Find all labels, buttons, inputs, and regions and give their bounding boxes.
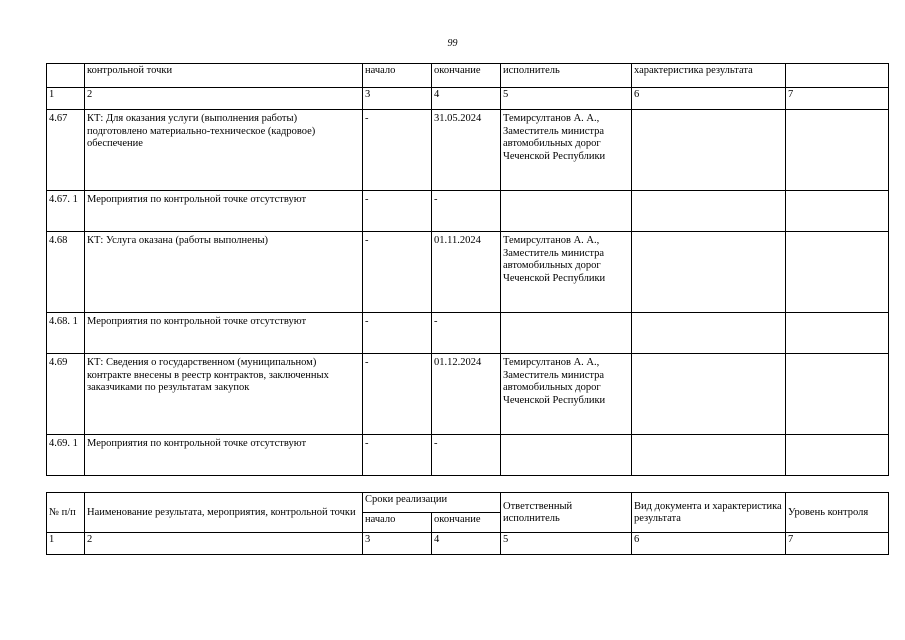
row-name: Мероприятия по контрольной точке отсутствуют bbox=[85, 191, 363, 232]
table-row bbox=[47, 435, 889, 476]
header-executor: Ответственный исполнитель bbox=[501, 493, 632, 533]
row-executor: Темирсултанов А. А., Заместитель министра автомобильных дорог Чеченской Республики bbox=[501, 110, 632, 191]
column-number: 6 bbox=[632, 88, 786, 110]
header-cell: контрольной точки bbox=[85, 64, 363, 88]
column-number: 5 bbox=[501, 533, 632, 555]
row-document bbox=[632, 232, 786, 313]
table-row bbox=[47, 313, 889, 354]
row-executor: Темирсултанов А. А., Заместитель министра автомобильных дорог Чеченской Республики bbox=[501, 232, 632, 313]
row-document bbox=[632, 110, 786, 191]
header-end: окончание bbox=[432, 513, 501, 533]
header-cell: характеристика результата bbox=[632, 64, 786, 88]
row-level bbox=[786, 435, 889, 476]
column-number-row bbox=[47, 88, 889, 110]
row-end: 31.05.2024 bbox=[432, 110, 501, 191]
row-number: 4.69. 1 bbox=[47, 435, 85, 476]
row-level bbox=[786, 191, 889, 232]
continued-header-row bbox=[47, 64, 889, 88]
row-start: - bbox=[363, 435, 432, 476]
header-cell bbox=[786, 64, 889, 88]
header-start: начало bbox=[363, 513, 432, 533]
row-number: 4.67. 1 bbox=[47, 191, 85, 232]
header-number: № п/п bbox=[47, 493, 85, 533]
row-level bbox=[786, 313, 889, 354]
row-executor bbox=[501, 313, 632, 354]
header-level: Уровень контроля bbox=[786, 493, 889, 533]
header-name: Наименование результата, мероприятия, контрольной точки bbox=[85, 493, 363, 533]
row-start: - bbox=[363, 313, 432, 354]
column-number: 7 bbox=[786, 533, 889, 555]
row-number: 4.68 bbox=[47, 232, 85, 313]
row-executor: Темирсултанов А. А., Заместитель министра автомобильных дорог Чеченской Республики bbox=[501, 354, 632, 435]
header-cell bbox=[47, 64, 85, 88]
column-number: 2 bbox=[85, 533, 363, 555]
table-header-repeat bbox=[46, 492, 889, 555]
column-number: 6 bbox=[632, 533, 786, 555]
row-end: - bbox=[432, 191, 501, 232]
column-number: 3 bbox=[363, 88, 432, 110]
row-start: - bbox=[363, 110, 432, 191]
table-row bbox=[47, 232, 889, 313]
page-number: 99 bbox=[447, 38, 458, 49]
column-number: 5 bbox=[501, 88, 632, 110]
row-level bbox=[786, 110, 889, 191]
table-row bbox=[47, 191, 889, 232]
header-cell: исполнитель bbox=[501, 64, 632, 88]
row-document bbox=[632, 435, 786, 476]
row-end: 01.11.2024 bbox=[432, 232, 501, 313]
row-level bbox=[786, 354, 889, 435]
row-end: 01.12.2024 bbox=[432, 354, 501, 435]
header-document: Вид документа и характеристика результата bbox=[632, 493, 786, 533]
row-name: КТ: Для оказания услуги (выполнения работы) подготовлено материально-техническое (кадровое) обеспечение bbox=[85, 110, 363, 191]
table-row bbox=[47, 354, 889, 435]
header-terms: Сроки реализации bbox=[363, 493, 501, 513]
row-end: - bbox=[432, 435, 501, 476]
column-number: 4 bbox=[432, 533, 501, 555]
row-start: - bbox=[363, 354, 432, 435]
row-number: 4.67 bbox=[47, 110, 85, 191]
column-number: 7 bbox=[786, 88, 889, 110]
row-name: КТ: Услуга оказана (работы выполнены) bbox=[85, 232, 363, 313]
column-number: 2 bbox=[85, 88, 363, 110]
row-end: - bbox=[432, 313, 501, 354]
column-number: 1 bbox=[47, 533, 85, 555]
row-start: - bbox=[363, 232, 432, 313]
row-executor bbox=[501, 435, 632, 476]
row-start: - bbox=[363, 191, 432, 232]
row-document bbox=[632, 313, 786, 354]
row-document bbox=[632, 191, 786, 232]
row-executor bbox=[501, 191, 632, 232]
table-row bbox=[47, 110, 889, 191]
control-points-table bbox=[46, 63, 889, 476]
row-number: 4.69 bbox=[47, 354, 85, 435]
header-cell: начало bbox=[363, 64, 432, 88]
column-number: 1 bbox=[47, 88, 85, 110]
column-number: 4 bbox=[432, 88, 501, 110]
row-document bbox=[632, 354, 786, 435]
row-level bbox=[786, 232, 889, 313]
row-name: Мероприятия по контрольной точке отсутствуют bbox=[85, 435, 363, 476]
column-number-row bbox=[47, 533, 889, 555]
row-name: КТ: Сведения о государственном (муниципальном) контракте внесены в реестр контрактов, заключенных заказчиками по результатам закупок bbox=[85, 354, 363, 435]
header-row bbox=[47, 493, 889, 513]
header-cell: окончание bbox=[432, 64, 501, 88]
row-number: 4.68. 1 bbox=[47, 313, 85, 354]
row-name: Мероприятия по контрольной точке отсутствуют bbox=[85, 313, 363, 354]
column-number: 3 bbox=[363, 533, 432, 555]
